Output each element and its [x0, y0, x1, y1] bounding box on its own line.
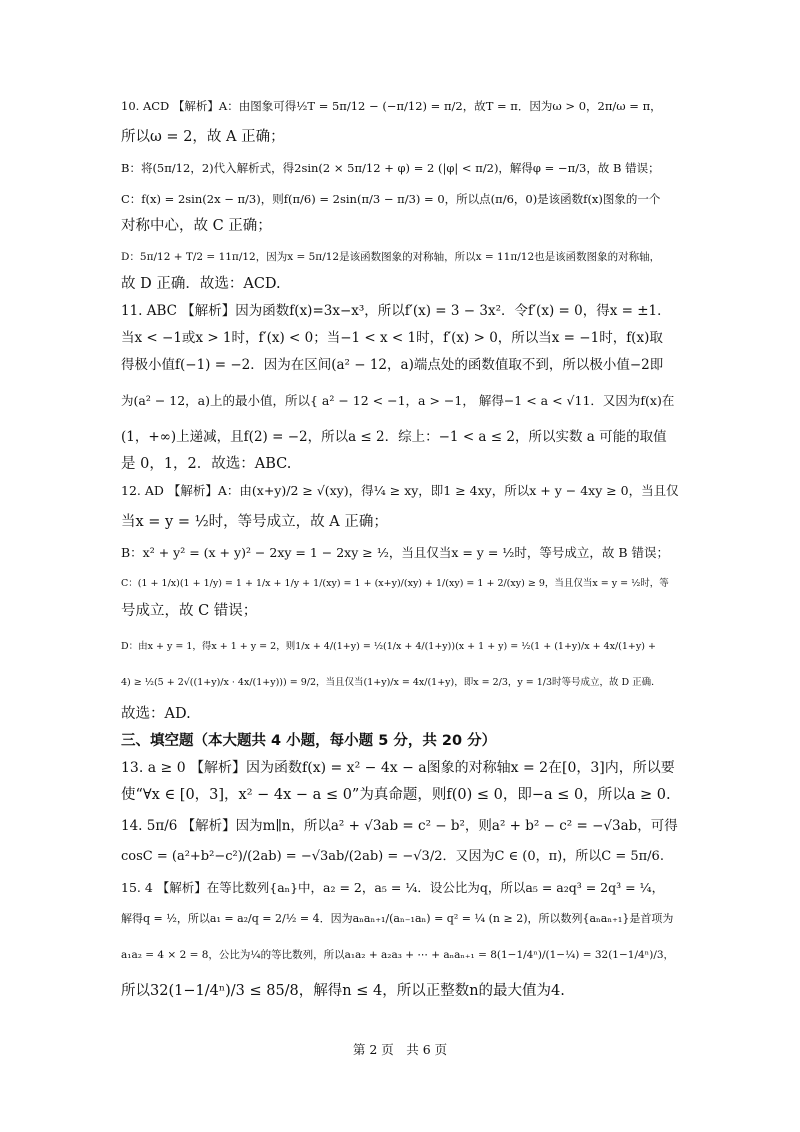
q12-line-7: 4) ≥ ½(5 + 2√((1+y)/x · 4x/(1+y))) = 9/2，当且仅当(1+y)/x = 4x/(1+y)，即x = 2/3，y = 1/3时等号成立，故 D 正确．	[121, 677, 661, 688]
page-footer: 第 2 页 共 6 页	[352, 1042, 448, 1057]
q12-line-6: D：由x + y = 1，得x + 1 + y = 2，则1/x + 4/(1+y) = ½(1/x + 4/(1+y))(x + 1 + y) = ½(1 + (1+y)/x + 4x/(1+y) +	[121, 641, 656, 652]
q14-line-1: 14. 5π/6 【解析】因为m∥n，所以a² + √3ab = c² − b²，则a² + b² − c² = −√3ab，可得	[121, 818, 678, 834]
q10-line-7: 故 D 正确．故选：ACD.	[121, 276, 281, 292]
q11-line-1: 11. ABC 【解析】因为函数f(x)=3x−x³，所以f′(x) = 3 − 3x²．令f′(x) = 0，得x = ±1．	[121, 303, 671, 319]
q11-line-3: 得极小值f(−1) = −2．因为在区间(a² − 12，a)端点处的函数值取不到，所以极小值−2即	[121, 357, 664, 373]
q10-line-3: B：将(5π/12，2)代入解析式，得2sin(2 × 5π/12 + φ) = 2 (|φ| < π/2)，解得φ = −π/3，故 B 错误；	[121, 161, 660, 175]
section-heading: 三、填空题（本大题共 4 小题，每小题 5 分，共 20 分）	[121, 733, 497, 749]
q10-line-6: D：5π/12 + T/2 = 11π/12，因为x = 5π/12是该函数图象的对称轴，所以x = 11π/12也是该函数图象的对称轴，	[121, 251, 661, 263]
q12-line-3: B：x² + y² = (x + y)² − 2xy = 1 − 2xy ≥ ½，当且仅当x = y = ½时，等号成立，故 B 错误；	[121, 545, 670, 560]
q10-line-4: C：f(x) = 2sin(2x − π/3)，则f(π/6) = 2sin(π/3 − π/3) = 0，所以点(π/6，0)是该函数f(x)图象的一个	[121, 192, 661, 206]
q11-line-5: (1，+∞)上递减，且f(2) = −2，所以a ≤ 2．综上：−1 < a ≤ 2，所以实数 a 可能的取值	[121, 429, 667, 445]
q13-line-2: 使“∀x ∈ [0，3]，x² − 4x − a ≤ 0”为真命题，则f(0) ≤ 0，即−a ≤ 0，所以a ≥ 0.	[121, 787, 671, 803]
q13-line-1: 13. a ≥ 0 【解析】因为函数f(x) = x² − 4x − a图象的对称轴x = 2在[0，3]内，所以要	[121, 760, 675, 776]
q12-line-1: 12. AD 【解析】A：由(x+y)/2 ≥ √(xy)，得¼ ≥ xy，即1 ≥ 4xy，所以x + y − 4xy ≥ 0，当且仅	[121, 483, 679, 498]
q12-line-5: 号成立，故 C 错误；	[121, 603, 258, 619]
solution-content	[121, 96, 681, 1001]
q15-line-3: a₁a₂ = 4 × 2 = 8，公比为¼的等比数列，所以a₁a₂ + a₂a₃ + ⋯ + aₙaₙ₊₁ = 8(1−1/4ⁿ)/(1−¼) = 32(1−1/4ⁿ)/3，	[121, 949, 675, 961]
q12-line-8: 故选：AD.	[121, 706, 191, 722]
q11-line-4: 为(a² − 12，a)上的最小值，所以{ a² − 12 < −1，a > −1， 解得−1 < a < √11．又因为f(x)在	[121, 393, 675, 408]
q12-line-4: C：(1 + 1/x)(1 + 1/y) = 1 + 1/x + 1/y + 1/(xy) = 1 + (x+y)/(xy) + 1/(xy) = 1 + 2/(xy) ≥ 9，当且仅当x = y = ½时，等	[121, 578, 669, 589]
q11-line-2: 当x < −1或x > 1时，f′(x) < 0；当−1 < x < 1时，f′(x) > 0，所以当x = −1时，f(x)取	[121, 330, 663, 346]
q14-line-2: cosC = (a²+b²−c²)/(2ab) = −√3ab/(2ab) = −√3/2．又因为C ∈ (0，π)，所以C = 5π/6.	[121, 849, 664, 864]
q15-line-1: 15. 4 【解析】在等比数列{aₙ}中，a₂ = 2，a₅ = ¼．设公比为q，所以a₅ = a₂q³ = 2q³ = ¼，	[121, 880, 665, 895]
q12-line-2: 当x = y = ½时，等号成立，故 A 正确；	[121, 514, 388, 530]
q10-line-2: 所以ω = 2，故 A 正确；	[121, 129, 285, 145]
q15-line-2: 解得q = ½，所以a₁ = a₂/q = 2/½ = 4．因为aₙaₙ₊₁/(aₙ₋₁aₙ) = q² = ¼ (n ≥ 2)，所以数列{aₙaₙ₊₁}是首项为	[121, 912, 674, 925]
q10-line-1: 10. ACD 【解析】A：由图象可得½T = 5π/12 − (−π/12) = π/2，故T = π．因为ω > 0，2π/ω = π，	[121, 99, 662, 113]
q10-line-5: 对称中心，故 C 正确；	[121, 218, 272, 234]
q15-line-4: 所以32(1−1/4ⁿ)/3 ≤ 85/8，解得n ≤ 4，所以正整数n的最大值为4.	[121, 983, 565, 999]
q11-line-6: 是 0，1，2．故选：ABC.	[121, 456, 292, 472]
